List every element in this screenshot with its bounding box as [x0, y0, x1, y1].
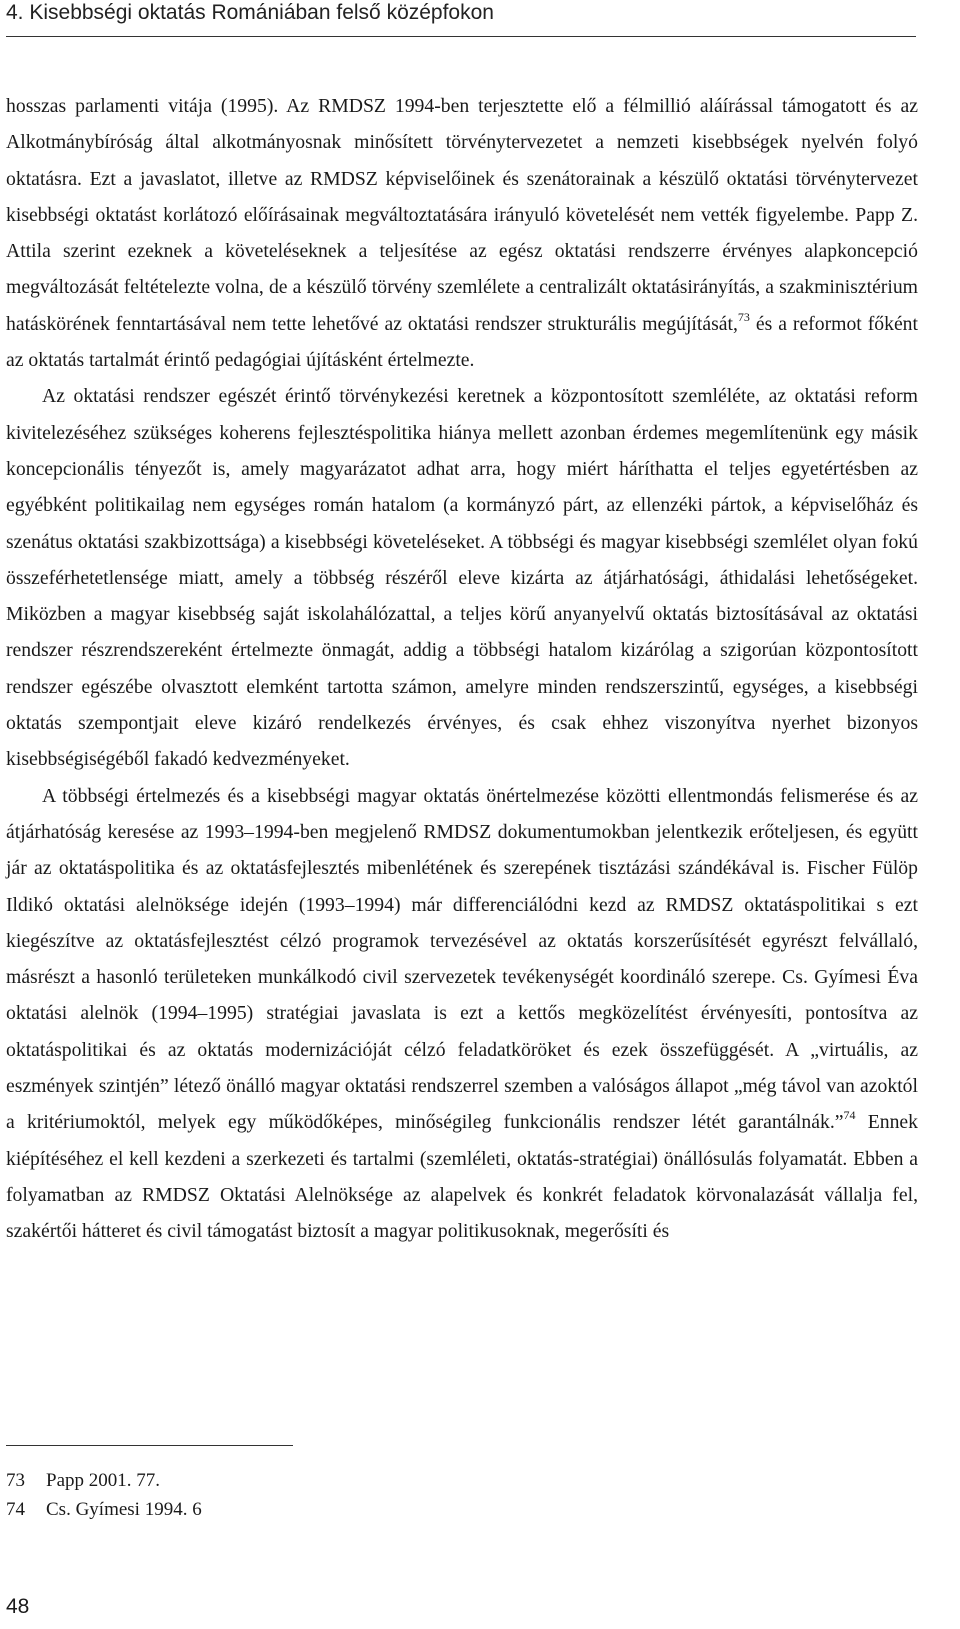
body-text	[6, 88, 918, 1250]
footnote-number: 74	[6, 1499, 25, 1520]
running-head	[6, 0, 916, 37]
footnote-74	[6, 1495, 606, 1524]
footnote-rule	[6, 1445, 293, 1446]
footnote-ref-73[interactable]: 73	[737, 309, 750, 324]
paragraph-1-text-a: hosszas parlamenti vitája (1995). Az RMDSZ 1994-ben terjesztette elő a félmillió aláírással támogatott és az Alkotmánybíróság által alkotmányosnak minősített törvénytervezetet a nemzeti kisebbségek nyelvén folyó oktatásra. Ezt a javaslatot, illetve az RMDSZ képviselőinek és szenátorainak a készülő oktatási törvénytervezet kisebbségi oktatást korlátozó előírásainak megváltoztatására irányuló követelését nem vették figyelembe. Papp Z. Attila szerint ezeknek a követeléseknek a teljesítése az egész oktatási rendszerre érvényes alapkoncepció megváltozását feltételezte volna, de a készülő törvény szemlélete a centralizált oktatásirányítás, a szakminisztérium hatáskörének fenntartásával nem tette lehetővé az oktatási rendszer strukturális megújítását,	[6, 95, 918, 335]
running-title: 4. Kisebbségi oktatás Romániában felső középfokon	[6, 1, 494, 24]
paragraph-2: Az oktatási rendszer egészét érintő törvénykezési keretnek a központosított szemléléte, az oktatási reform kivitelezéséhez szükséges koherens fejlesztéspolitika hiánya mellett azonban érdemes megemlítenünk egy másik koncepcionális tényezőt is, amely magyarázatot adhat arra, hogy miért háríthatta el teljes egyetértésben az egyébként politikailag nem egységes román hatalom (a kormányzó párt, az ellenzéki pártok, a képviselőház és szenátus oktatási szakbizottsága) a kisebbségi követeléseket. A többségi és magyar kisebbségi szemlélet olyan fokú összeférhetetlensége miatt, amely a többség részéről eleve kizárta az átjárhatósági, áthidalási lehetőségeket. Miközben a magyar kisebbség saját iskolahálózattal, a teljes körű anyanyelvű oktatás biztosításával az oktatási rendszer részrendszereként értelmezte önmagát, addig a többségi hatalom kizárólag a szigorúan központosított rendszer egészébe olvasztott elemként tartotta számon, amelyre minden rendszerszintű, egységes, a kisebbségi oktatás szempontjait eleve kizáró rendelkezés érvényes, és csak ehhez viszonyítva nyerhet bizonyos kisebbségiségéből fakadó kedvezményeket.	[6, 385, 918, 771]
page-number: 48	[6, 1595, 30, 1618]
footnote-number: 73	[6, 1470, 25, 1491]
footnote-text: Cs. Gyímesi 1994. 6	[46, 1499, 202, 1520]
paragraph-3	[6, 778, 918, 1250]
footnote-73	[6, 1466, 606, 1495]
footnote-text: Papp 2001. 77.	[46, 1470, 160, 1491]
paragraph-1-text-b: és a reformot főként az oktatás tartalmát érintő pedagógiai újításként értelmezte.	[6, 312, 919, 372]
footnotes	[6, 1466, 606, 1524]
paragraph-3-text-a: A többségi értelmezés és a kisebbségi magyar oktatás önértelmezése közötti ellentmondás felismerése és az átjárhatóság keresése az 1993–1994-ben megjelenő RMDSZ dokumentumokban jelentkezik erőteljesen, és együtt jár az oktatáspolitika és az oktatásfejlesztés mibenlétének és szerepének tisztázási szándékával is. Fischer Fülöp Ildikó oktatási alelnöksége idején (1993–1994) már differenciálódni kezd az RMDSZ oktatáspolitikai s ezt kiegészítve az oktatásfejlesztést célzó programok tervezésével az oktatás korszerűsítését egyrészt felvállaló, másrészt a hasonló területeken munkálkodó civil szervezetek tevékenységét koordináló szerepe. Cs. Gyímesi Éva oktatási alelnök (1994–1995) stratégiai javaslata is ezt a kettős megközelítést érvényesíti, pontosítva az oktatáspolitikai és az oktatás modernizációját célzó feladatköröket és ezek összefüggését. A „virtuális, az eszmények szintjén” létező önálló magyar oktatási rendszerrel szemben a valóságos állapot „még távol van azoktól a kritériumoktól, melyek egy működőképes, minőségileg funkcionális rendszer létét garantálnák.”	[6, 784, 918, 1134]
paragraph-3-text-b: Ennek kiépítéséhez el kell kezdeni a szerkezeti és tartalmi (szemléleti, oktatás-stratégiai) önállósulás folyamatát. Ebben a folyamatban az RMDSZ Oktatási Alelnöksége az alapelvek és konkrét feladatok körvonalazását vállalja fel, szakértői hátteret és civil támogatást biztosít a magyar politikusoknak, megerősíti és	[6, 1111, 919, 1243]
paragraph-1	[6, 88, 918, 378]
footnote-ref-74[interactable]: 74	[843, 1108, 856, 1123]
